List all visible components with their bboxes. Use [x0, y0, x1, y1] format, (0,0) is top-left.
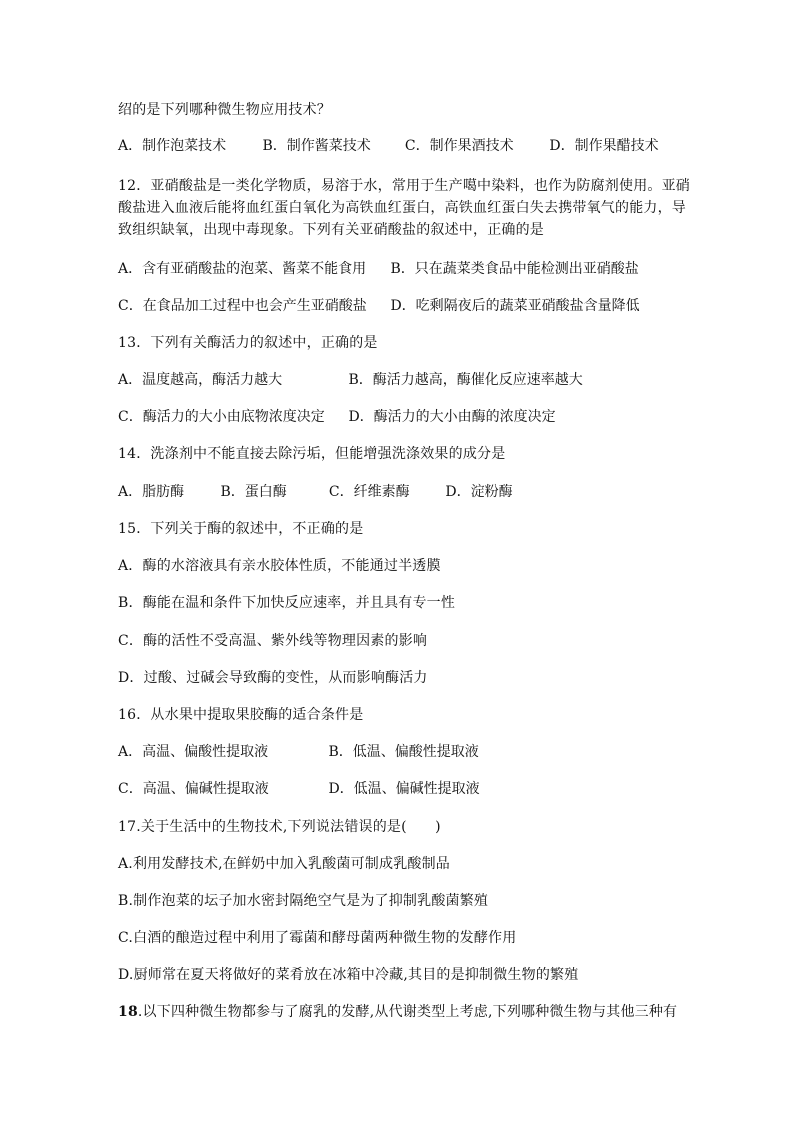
option-d: D．吃剩隔夜后的蔬菜亚硝酸盐含量降低: [390, 298, 640, 314]
question-15-stem: 15．下列关于酶的叙述中，不正确的是: [118, 521, 364, 537]
question-15-option-d: D．过酸、过碱会导致酶的变性，从而影响酶活力: [118, 670, 428, 686]
question-16-options-cd: [118, 780, 480, 798]
option-a: A．制作泡菜技术: [118, 138, 227, 154]
question-12-options-ab: [118, 260, 639, 278]
option-b: B．酶活力越高，酶催化反应速率越大: [348, 372, 583, 388]
question-18-number: 18: [118, 1004, 138, 1020]
question-12-options-cd: [118, 297, 640, 315]
question-15-option-b: B．酶能在温和条件下加快反应速率，并且具有专一性: [118, 595, 456, 611]
question-15-option-c: C．酶的活性不受高温、紫外线等物理因素的影响: [118, 633, 428, 649]
question-14-stem: 14．洗涤剂中不能直接去除污垢，但能增强洗涤效果的成分是: [118, 446, 506, 462]
option-d: D．淀粉酶: [445, 484, 513, 500]
question-17-stem: 17.关于生活中的生物技术,下列说法错误的是( ): [118, 819, 441, 835]
question-13-stem: 13．下列有关酶活力的叙述中，正确的是: [118, 335, 378, 351]
question-16-options-ab: [118, 743, 479, 761]
question-16-stem: 16．从水果中提取果胶酶的适合条件是: [118, 707, 364, 723]
question-17-option-c: C.白酒的酿造过程中利用了霉菌和酵母菌两种微生物的发酵作用: [118, 930, 517, 946]
option-c: C．在食品加工过程中也会产生亚硝酸盐: [118, 298, 367, 314]
option-a: A．脂肪酶: [118, 484, 185, 500]
question-17-option-d: D.厨师常在夏天将做好的菜肴放在冰箱中冷藏,其目的是抑制微生物的繁殖: [118, 967, 579, 983]
question-14-options: [118, 483, 513, 501]
question-13-options-cd: [118, 408, 556, 426]
option-c: C．纤维素酶: [328, 484, 410, 500]
question-12-stem-line-1: 12．亚硝酸盐是一类化学物质，易溶于水，常用于生产噶中染料，也作为防腐剂使用。亚硝: [118, 178, 691, 194]
question-13-options-ab: [118, 371, 583, 389]
option-a: A．温度越高，酶活力越大: [118, 372, 283, 388]
option-b: B．低温、偏酸性提取液: [328, 744, 479, 760]
option-a: A．含有亚硝酸盐的泡菜、酱菜不能食用: [118, 261, 367, 277]
option-d: D．酶活力的大小由酶的浓度决定: [348, 409, 556, 425]
option-a: A．高温、偏酸性提取液: [118, 744, 269, 760]
question-17-option-a: A.利用发酵技术,在鲜奶中加入乳酸菌可制成乳酸制品: [118, 856, 451, 872]
question-11-options: [118, 137, 659, 155]
option-c: C．高温、偏碱性提取液: [118, 781, 269, 797]
question-15-option-a: A．酶的水溶液具有亲水胶体性质，不能通过半透膜: [118, 558, 441, 574]
option-d: D．低温、偏碱性提取液: [328, 781, 480, 797]
question-12-stem-line-2: 酸盐进入血液后能将血红蛋白氧化为高铁血红蛋白，高铁血红蛋白失去携带氧气的能力，导: [118, 200, 686, 216]
question-18-text: .以下四种微生物都参与了腐乳的发酵,从代谢类型上考虑,下列哪种微生物与其他三种有: [137, 1004, 678, 1020]
question-17-option-b: B.制作泡菜的坛子加水密封隔绝空气是为了抑制乳酸菌繁殖: [118, 893, 489, 909]
option-d: D．制作果醋技术: [549, 138, 659, 154]
question-11-stem-tail: 绍的是下列哪种微生物应用技术？: [118, 102, 331, 118]
option-b: B．制作酱菜技术: [262, 138, 371, 154]
option-c: C．酶活力的大小由底物浓度决定: [118, 409, 325, 425]
option-c: C．制作果酒技术: [404, 138, 514, 154]
question-12-stem-line-3: 致组织缺氧，出现中毒现象。下列有关亚硝酸盐的叙述中，正确的是: [118, 222, 544, 238]
option-b: B．蛋白酶: [220, 484, 287, 500]
question-18-stem: [118, 1003, 677, 1021]
option-b: B．只在蔬菜类食品中能检测出亚硝酸盐: [390, 261, 639, 277]
